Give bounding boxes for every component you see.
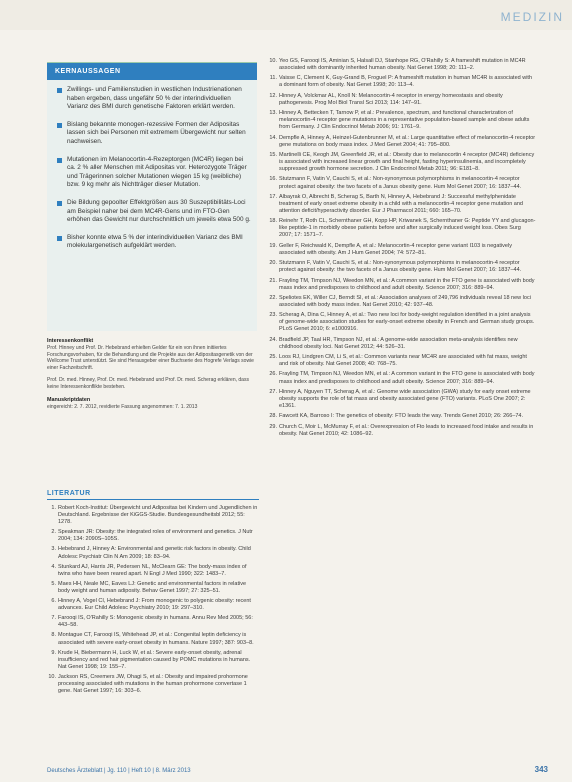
reference-item [47, 650, 259, 671]
reference-text: Speliotes EK, Willer CJ, Berndt SI, et al.: Association analyses of 249,796 individuals reveal 18 new loci associated with body mass index. Nat Genet 2010; 42: 937–48. [279, 294, 531, 308]
reference-item [268, 218, 536, 239]
reference-number: 24. [269, 336, 277, 343]
reference-number: 25. [269, 354, 277, 361]
square-bullet-icon [57, 158, 62, 163]
reference-item [268, 110, 536, 131]
reference-number: 26. [269, 371, 277, 378]
reference-item [268, 194, 536, 215]
square-bullet-icon [57, 201, 62, 206]
note-heading: Manuskriptdaten [47, 396, 91, 403]
literature-left [47, 490, 259, 698]
reference-number: 2. [51, 529, 56, 536]
reference-number: 7. [51, 615, 56, 622]
reference-number: 23. [269, 312, 277, 319]
reference-item [47, 615, 259, 629]
reference-item [268, 413, 536, 420]
reference-item [268, 152, 536, 173]
reference-item [268, 278, 536, 292]
reference-text: Yeo GS, Farooqi IS, Aminian S, Halsall DJ, Stanhope RG, O'Rahilly S: A frameshift mutation in MC4R associated with dominantly inherited human obesity. Nat Genet 1998; 20: 111–2. [279, 58, 526, 72]
note-text: Prof. Hinney und Prof. Dr. Hebebrand erhielten Gelder für ein von ihnen initiiertes Forschungsvorhaben, für die Behandlung und die Projekte aus der Adipositasgenetik von der Wellcome Trust unterstützt. Sie sind Herausgeber einer Buchserie des Hogrefe Verlags sowie einer Fachzeitschrift. [47, 345, 254, 371]
reference-text: Hinney A, Volckmar AL, Knoll N: Melanocortin-4 receptor in energy homeostasis and obesity pathogenesis. Prog Mol Biol Transl Sci 2013; 114: 147–91. [279, 92, 503, 106]
reference-text: Frayling TM, Timpson NJ, Weedon MN, et al.: A common variant in the FTO gene is associated with body mass index and predisposes to childhood and adult obesity. Science 2007; 316: 889–94. [279, 371, 535, 385]
reference-text: Stutzmann F, Vatin V, Cauchi S, et al.: Non-synonymous polymorphisms in melanocortin-4 receptor protect against obesity: the two facets of a Janus obesity gene. Hum Mol Genet 2007; 16: 1837–44. [279, 260, 522, 274]
reference-item [268, 75, 536, 89]
reference-number: 14. [269, 134, 277, 141]
key-message-item [57, 234, 251, 251]
reference-item [268, 135, 536, 149]
reference-item [268, 176, 536, 190]
page-number: 343 [534, 765, 548, 774]
reference-text: Krude H, Biebermann H, Luck W, et al.: Severe early-onset obesity, adrenal insufficiency and red hair pigmentation caused by POMC mutations in humans. Nat Genet 1998; 19: 155–7. [58, 649, 251, 670]
key-message-item [57, 86, 251, 112]
reference-number: 29. [269, 423, 277, 430]
reference-item [47, 546, 259, 560]
reference-item [47, 505, 259, 526]
reference-text: Scherag A, Dina C, Hinney A, et al.: Two new loci for body-weight regulation identified in a joint analysis of genome-wide association studies for early-onset extreme obesity in French and German study groups. PLoS Genet 2010; 6: e1000916. [279, 312, 535, 333]
section-label: MEDIZIN [500, 10, 564, 24]
reference-text: Bradfield JP, Taal HR, Timpson NJ, et al.: A genome-wide association meta-analysis identifies new childhood obesity loci. Nat Genet 2012; 44: 526–31. [279, 336, 518, 350]
key-message-item [57, 156, 251, 190]
note-heading: Interessenkonflikt [47, 338, 94, 344]
reference-item [47, 529, 259, 543]
reference-number: 9. [51, 649, 56, 656]
journal-footer: Deutsches Ärzteblatt | Jg. 110 | Heft 10 | 8. März 2013 [47, 768, 191, 774]
reference-text: Hinney A, Vogel CI, Hebebrand J: From monogenic to polygenic obesity: recent advances. Eur Child Adolesc Psychiatry 2010; 19: 297–310. [58, 598, 251, 612]
reference-item [268, 371, 536, 385]
reference-text: Loos RJ, Lindgren CM, Li S, et al.: Common variants near MC4R are associated with fat mass, weight and risk of obesity. Nat Genet 2008; 40: 768–75. [279, 354, 527, 368]
key-message-text: Die Bildung gepoolter Effektgrößen aus 30 Suszeptibilitäts-Loci am Beispiel naher bei dem MC4R-Gens und im FTO-Gen erhöhen das Gewicht nur durchschnittlich um jeweils etwa 500 g. [67, 198, 251, 224]
reference-item [268, 389, 536, 410]
reference-item [47, 581, 259, 595]
reference-number: 20. [269, 260, 277, 267]
key-message-item [57, 199, 251, 225]
reference-number: 8. [51, 632, 56, 639]
reference-number: 21. [269, 277, 277, 284]
reference-number: 6. [51, 598, 56, 605]
reference-item [268, 354, 536, 368]
note-text: Prof. Dr. med. Hinney, Prof. Dr. med. Hebebrand und Prof. Dr. med. Scherag erklären, dass keine Interessenkonflikte bestehen. [47, 377, 249, 390]
reference-text: Church C, Moir L, McMurray F, et al.: Overexpression of Fto leads to increased food intake and results in obesity. Nat Genet 2010; 42: 1086–92. [279, 423, 534, 437]
notes-block [47, 338, 259, 416]
reference-text: Geller F, Reichwald K, Dempfle A, et al.: Melanocortin-4 receptor gene variant I103 is negatively associated with obesity. Am J Hum Genet 2004; 74: 572–81. [279, 242, 512, 256]
key-messages-box [47, 62, 257, 331]
reference-number: 19. [269, 242, 277, 249]
reference-number: 27. [269, 388, 277, 395]
reference-number: 17. [269, 193, 277, 200]
reference-text: Maes HH, Neale MC, Eaves LJ: Genetic and environmental factors in relative body weight and human adiposity. Behav Genet 1997; 27: 325–51. [58, 580, 246, 594]
reference-number: 10. [269, 58, 277, 64]
key-message-item [57, 121, 251, 147]
reference-text: Dempfle A, Hinney A, Heinzel-Gutenbrunner M, et al.: Large quantitative effect of melanocortin-4 receptor gene mutations on body mass index. J Med Genet 2004; 41: 795–800. [279, 134, 536, 148]
key-messages-list [47, 86, 257, 251]
reference-text: Frayling TM, Timpson NJ, Weedon MN, et al.: A common variant in the FTO gene is associated with body mass index and predisposes to childhood and adult obesity. Science 2007; 316: 889–94. [279, 277, 535, 291]
reference-item [268, 93, 536, 107]
reference-text: Montague CT, Farooqi IS, Whitehead JP, et al.: Congenital leptin deficiency is associated with severe early-onset obesity in humans. Nature 1997; 387: 903–8. [58, 632, 254, 646]
literature-heading: LITERATUR [47, 490, 259, 500]
reference-text: Speakman JR: Obesity: the integrated roles of environment and genetics. J Nutr 2004; 134: 2090S–105S. [58, 529, 253, 543]
reference-number: 16. [269, 176, 277, 183]
key-message-text: Bisher konnte etwa 5 % der interindividuellen Varianz des BMI molekulargenetisch aufgeklärt werden. [67, 233, 243, 250]
reference-item [47, 564, 259, 578]
reference-text: Jackson RS, Creemers JW, Ohagi S, et al.: Obesity and impaired prohormone processing associated with mutations in the human prohormone convertase 1 gene. Nat Genet 1997; 16: 303–6. [58, 673, 248, 695]
reference-text: Albayrak O, Albrecht B, Scherag S, Barth N, Hinney A, Hebebrand J: Successful methylphenidate treatment of early onset extreme obesity in a child with a melanocortin-4 receptor gene mutation and attention deficit/hyperactivity disorder. Eur J Pharmacol 2011; 660: 165–70. [279, 193, 523, 214]
reference-item [268, 424, 536, 438]
reference-text: Vaisse C, Clement K, Guy-Grand B, Froguel P: A frameshift mutation in human MC4R is associated with a dominant form of obesity. Nat Genet 1998; 20: 113–4. [279, 75, 533, 89]
reference-text: Stutzmann F, Vatin V, Cauchi S, et al.: Non-synonymous polymorphisms in melanocortin-4 receptor protect against obesity: the two facets of a Janus obesity gene. Hum Mol Genet 2007; 16: 1837–44. [279, 176, 522, 190]
reference-number: 18. [269, 218, 277, 225]
reference-number: 5. [51, 580, 56, 587]
reference-number: 11. [269, 75, 277, 82]
page-header [0, 0, 572, 30]
reference-text: Reinehr T, Roth CL, Schernthaner GH, Kopp HP, Kriwanek S, Schernthaner G: Peptide YY and glucagon-like peptide-1 in morbidly obese patients before and after surgically induced weight loss. Obes Surg 2007; 17: 1571–7. [279, 218, 536, 239]
note-text: eingereicht: 2. 7. 2012, revidierte Fassung angenommen: 7. 1. 2013 [47, 403, 198, 410]
reference-number: 13. [269, 110, 277, 117]
reference-number: 15. [269, 151, 277, 158]
reference-text: Stunkard AJ, Harris JR, Pedersen NL, McClearn GE: The body-mass index of twins who have been reared apart. N Engl J Med 1990; 322: 1483–7. [58, 563, 247, 577]
literature-right [268, 58, 536, 441]
reference-item [47, 598, 259, 612]
reference-item [268, 58, 536, 72]
reference-number: 4. [51, 563, 56, 570]
box-title: KERNAUSSAGEN [47, 63, 257, 80]
square-bullet-icon [57, 236, 62, 241]
reference-list-left [47, 505, 259, 695]
reference-text: Martinelli CE, Keogh JM, Greenfield JR, et al.: Obesity due to melanocortin 4 receptor (MC4R) deficiency is associated with increased linear growth and final height, fasting hyperinsulinemia, and incompletely suppressed growth hormone secretion. J Clin Endocrinol Metab 2011; 96: E181–8. [279, 151, 535, 173]
key-message-text: Zwillings- und Familienstudien in westlichen Industrienationen haben ergeben, dass ungefähr 50 % der interindividuellen Varianz des BMI durch genetische Faktoren erklärt werden. [67, 86, 242, 111]
reference-number: 10. [48, 673, 56, 680]
reference-item [268, 337, 536, 351]
reference-number: 3. [51, 546, 56, 553]
reference-text: Robert Koch-Institut: Übergewicht und Adipositas bei Kindern und Jugendlichen in Deutschland. Ergebnisse der KiGGS-Studie. Bundesgesundheitsbl 2012; 55: 1278. [58, 505, 258, 526]
reference-text: Hebebrand J, Hinney A: Environmental and genetic risk factors in obesity. Child Adolesc Psychiatr Clin N Am 2009; 18: 83–94. [58, 546, 251, 560]
reference-text: Fawcett KA, Barroso I: The genetics of obesity: FTO leads the way. Trends Genet 2010; 26: 266–74. [279, 413, 523, 420]
reference-number: 12. [269, 92, 277, 99]
key-message-text: Bislang bekannte monogen-rezessive Formen der Adipositas lassen sich bei Personen mit extremem Übergewicht nur selten nachweisen. [67, 120, 246, 145]
reference-item [47, 632, 259, 646]
square-bullet-icon [57, 88, 62, 93]
reference-item [268, 295, 536, 309]
reference-number: 22. [269, 294, 277, 301]
reference-item [268, 260, 536, 274]
reference-item [268, 243, 536, 257]
reference-list-right [268, 58, 536, 438]
reference-text: Farooqi IS, O'Rahilly S: Monogenic obesity in humans. Annu Rev Med 2005; 56: 443–58. [58, 615, 253, 629]
reference-item [47, 674, 259, 695]
square-bullet-icon [57, 123, 62, 128]
key-message-text: Mutationen im Melanocortin-4-Rezeptorgen (MC4R) liegen bei ca. 2 % aller Menschen mit Adipositas vor. Heterozygote Träger und Trägerinnen solcher Mutationen wiegen 15 kg (weibliche) bzw. 9 kg mehr als Nichtträger dieser Mutation. [67, 155, 247, 189]
reference-text: Hinney A, Bettecken T, Tarnow P, et al.: Prevalence, spectrum, and functional characterization of melanocortin-4 receptor gene mutations in a representative population-based sample and obese adults from Germany. J Clin Endocrinol Metab 2006; 91: 1761–9. [279, 110, 530, 131]
reference-number: 28. [269, 413, 277, 420]
reference-text: Hinney A, Nguyen TT, Scherag A, et al.: Genome wide association (GWA) study for early onset extreme obesity supports the role of fat mass and obesity associated gene (FTO) variants. PLoS One 2007; 2: e1361. [279, 388, 531, 410]
reference-item [268, 312, 536, 333]
reference-number: 1. [51, 505, 56, 511]
